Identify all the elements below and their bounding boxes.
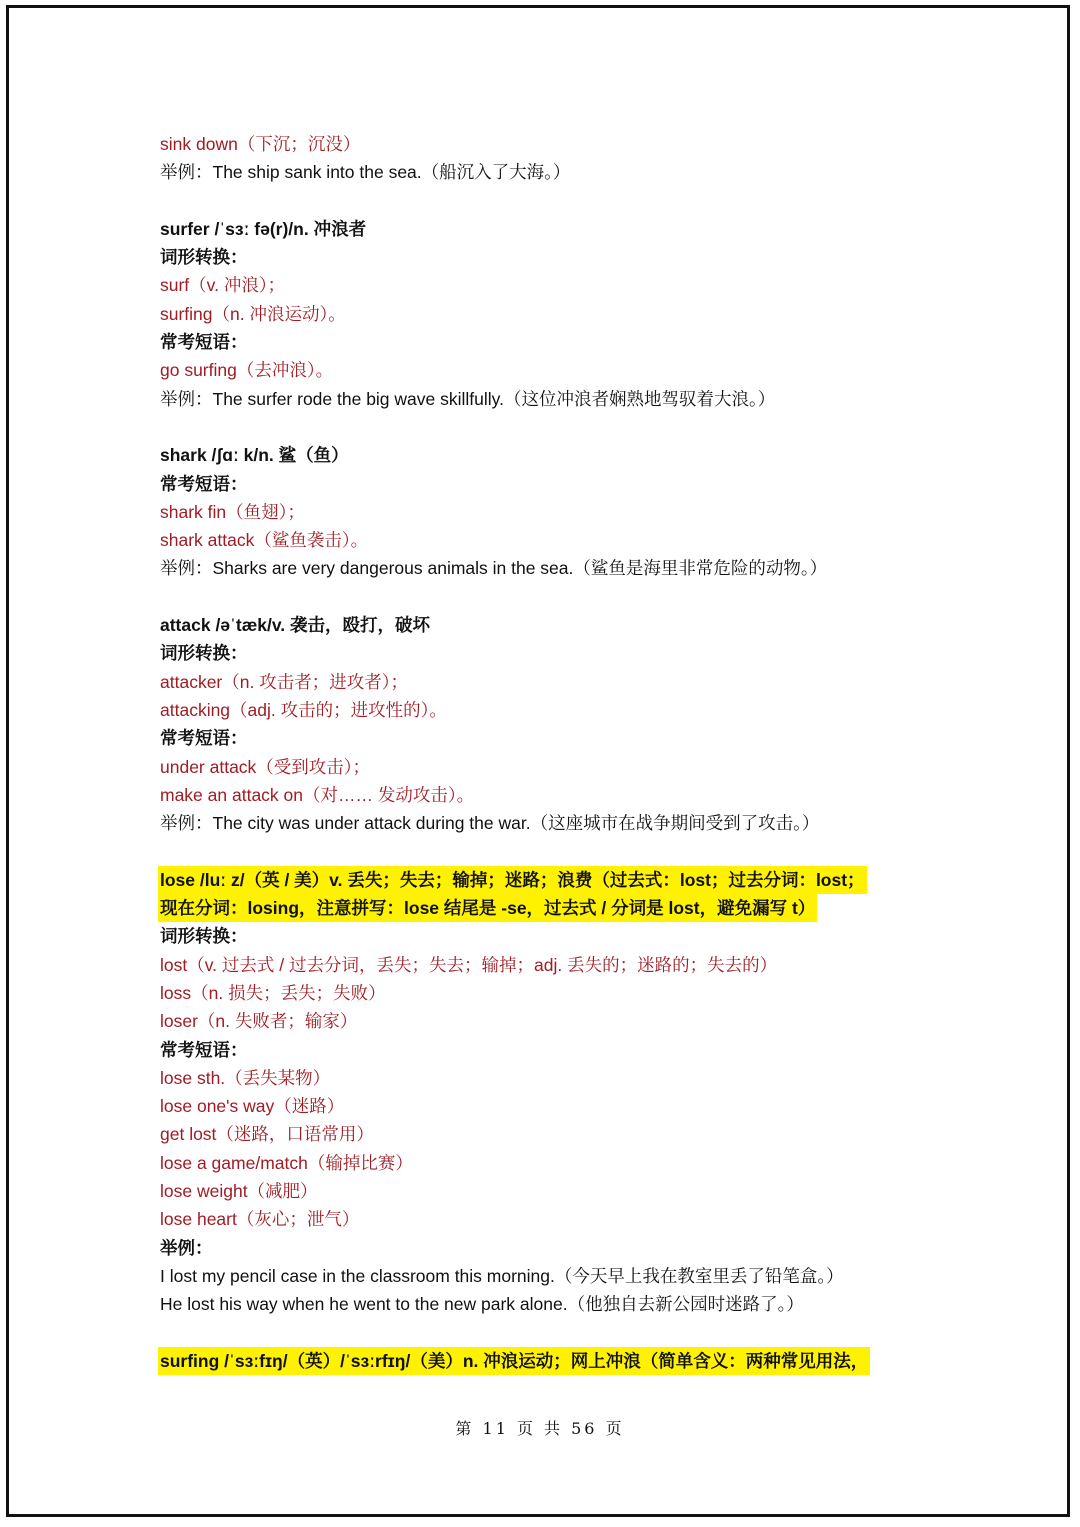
phrase-entry: go surfing（去冲浪）。 <box>160 360 334 381</box>
page-number-footer: 第 11 页 共 56 页 <box>455 1419 625 1438</box>
phrase-entry: get lost（迷路，口语常用） <box>160 1124 374 1145</box>
phrase-entry: lost（v. 过去式 / 过去分词，丢失；失去；输掉；adj. 丢失的；迷路的；失去的） <box>160 954 778 975</box>
text-line <box>160 668 930 696</box>
text-line <box>160 951 930 979</box>
document-body <box>160 130 930 1375</box>
text-line <box>160 328 930 356</box>
example-text: 举例：The city was under attack during the war.（这座城市在战争期间受到了攻击。） <box>160 813 820 834</box>
text-line <box>160 1149 930 1177</box>
text-line <box>160 866 930 894</box>
highlighted-headword: lose /luː z/（英 / 美）v. 丢失；失去；输掉；迷路；浪费（过去式：lost；过去分词：lost； <box>158 866 867 894</box>
heading-text: 词形转换： <box>160 247 248 268</box>
heading-text: attack /əˈtæk/v. 袭击，殴打，破坏 <box>160 615 431 636</box>
text-line <box>160 696 930 724</box>
text-line <box>160 215 930 243</box>
heading-text: surfer /ˈsɜː fə(r)/n. 冲浪者 <box>160 218 367 239</box>
blank-line <box>160 413 930 441</box>
example-text: 举例：The ship sank into the sea.（船沉入了大海。） <box>160 162 571 183</box>
phrase-entry: make an attack on（对…… 发动攻击）。 <box>160 784 475 805</box>
phrase-entry: attacking（adj. 攻击的；进攻性的）。 <box>160 699 447 720</box>
text-line <box>160 243 930 271</box>
heading-text: 常考短语： <box>160 473 248 494</box>
text-line <box>160 1092 930 1120</box>
blank-line <box>160 837 930 865</box>
text-line <box>160 1234 930 1262</box>
heading-text: 常考短语： <box>160 728 248 749</box>
example-text: 举例：The surfer rode the big wave skillfully.（这位冲浪者娴熟地驾驭着大浪。） <box>160 388 776 409</box>
phrase-entry: lose a game/match（输掉比赛） <box>160 1152 413 1173</box>
blank-line <box>160 583 930 611</box>
text-line <box>160 639 930 667</box>
text-line <box>160 1290 930 1318</box>
text-line <box>160 1347 930 1375</box>
heading-text: 常考短语： <box>160 1039 248 1060</box>
text-line <box>160 130 930 158</box>
heading-text: 举例： <box>160 1237 213 1258</box>
phrase-entry: surfing（n. 冲浪运动）。 <box>160 303 346 324</box>
text-line <box>160 470 930 498</box>
text-line <box>160 1007 930 1035</box>
phrase-entry: surf（v. 冲浪）； <box>160 275 286 296</box>
text-line <box>160 724 930 752</box>
text-line <box>160 554 930 582</box>
text-line <box>160 753 930 781</box>
text-line <box>160 781 930 809</box>
example-text: 举例：Sharks are very dangerous animals in the sea.（鲨鱼是海里非常危险的动物。） <box>160 558 828 579</box>
phrase-entry: attacker（n. 攻击者；进攻者）； <box>160 671 408 692</box>
text-line <box>160 1036 930 1064</box>
text-line <box>160 1064 930 1092</box>
phrase-entry: lose sth.（丢失某物） <box>160 1067 331 1088</box>
text-line <box>160 1120 930 1148</box>
heading-text: 常考短语： <box>160 332 248 353</box>
heading-text: 词形转换： <box>160 926 248 947</box>
example-text: I lost my pencil case in the classroom this morning.（今天早上我在教室里丢了铅笔盒。） <box>160 1265 844 1286</box>
phrase-entry: under attack（受到攻击）； <box>160 756 371 777</box>
heading-text: 词形转换： <box>160 643 248 664</box>
phrase-entry: loss（n. 损失；丢失；失败） <box>160 982 386 1003</box>
phrase-entry: loser（n. 失败者；输家） <box>160 1011 358 1032</box>
phrase-entry: sink down（下沉；沉没） <box>160 134 361 154</box>
heading-text: shark /ʃɑː k/n. 鲨（鱼） <box>160 445 349 466</box>
text-line <box>160 498 930 526</box>
text-line <box>160 1205 930 1233</box>
text-line <box>160 922 930 950</box>
text-line <box>160 894 930 922</box>
text-line <box>160 300 930 328</box>
blank-line <box>160 187 930 215</box>
text-line <box>160 441 930 469</box>
text-line <box>160 271 930 299</box>
highlighted-headword: 现在分词：losing，注意拼写：lose 结尾是 -se，过去式 / 分词是 lost，避免漏写 t） <box>158 894 817 922</box>
text-line <box>160 809 930 837</box>
example-text: He lost his way when he went to the new park alone.（他独自去新公园时迷路了。） <box>160 1294 804 1315</box>
blank-line <box>160 1318 930 1346</box>
highlighted-headword: surfing /ˈsɜːfɪŋ/（英）/ˈsɜːrfɪŋ/（美）n. 冲浪运动；网上冲浪（简单含义：两种常见用法， <box>158 1347 870 1375</box>
text-line <box>160 526 930 554</box>
phrase-entry: shark fin（鱼翅）； <box>160 501 305 522</box>
text-line <box>160 611 930 639</box>
text-line <box>160 356 930 384</box>
phrase-entry: shark attack（鲨鱼袭击）。 <box>160 530 369 551</box>
text-line <box>160 385 930 413</box>
phrase-entry: lose heart（灰心；泄气） <box>160 1209 360 1230</box>
phrase-entry: lose weight（减肥） <box>160 1180 318 1201</box>
text-line <box>160 158 930 186</box>
text-line <box>160 1177 930 1205</box>
text-line <box>160 1262 930 1290</box>
phrase-entry: lose one's way（迷路） <box>160 1096 345 1117</box>
text-line <box>160 979 930 1007</box>
